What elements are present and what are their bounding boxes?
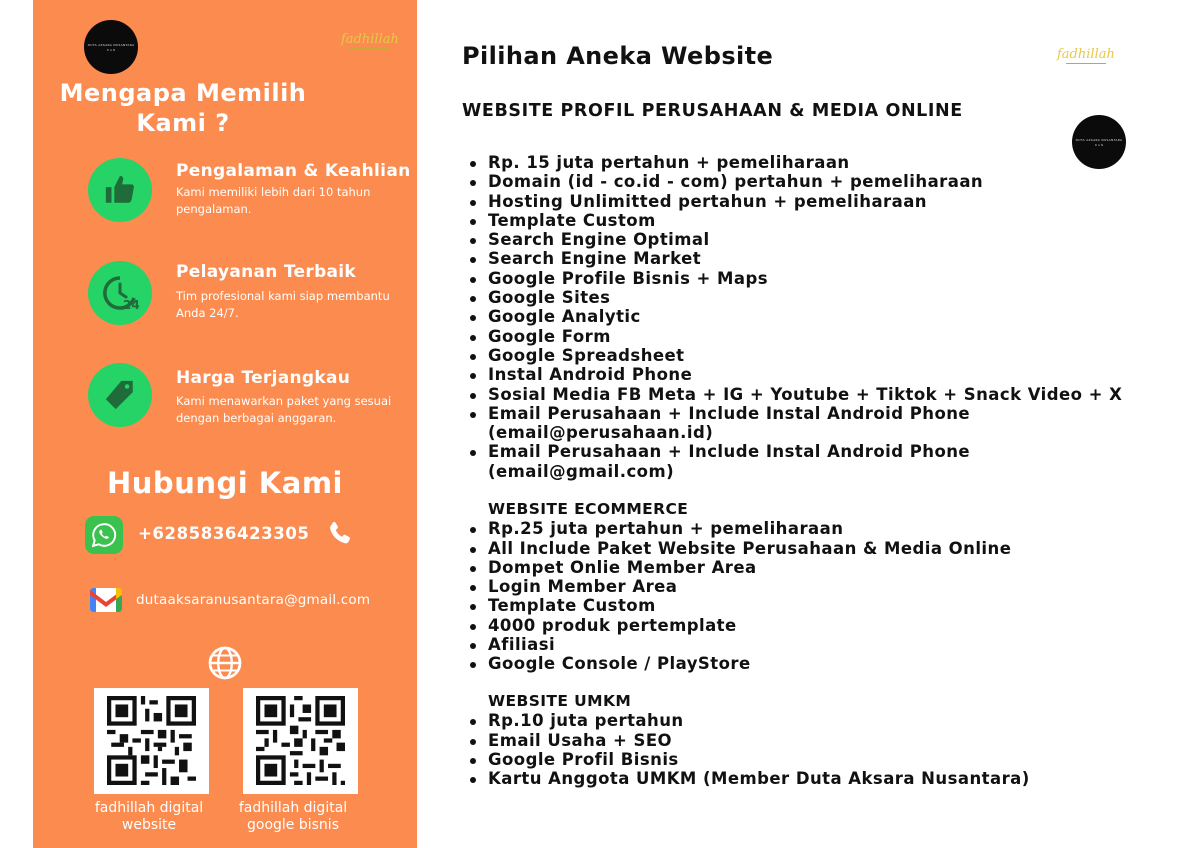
signature-logo-right: fadhillah	[1057, 47, 1115, 62]
phone-number[interactable]: +6285836423305	[138, 524, 310, 543]
contact-heading: Hubungi Kami	[107, 466, 343, 500]
price-tag-icon	[88, 363, 152, 427]
feature-desc-price: Kami menawarkan paket yang sesuai dengan berbagai anggaran.	[176, 394, 392, 425]
why-choose-us-heading: Mengapa Memilih Kami ?	[59, 79, 307, 137]
list-item: Sosial Media FB Meta + IG + Youtube + Tiktok + Snack Video + X	[467, 385, 1122, 404]
signature-logo: fadhillah	[341, 32, 399, 47]
logo-text-initials: D A N	[1094, 142, 1104, 147]
svg-text:24: 24	[123, 298, 140, 312]
list-item: Domain (id - co.id - com) pertahun + pemeliharaan	[467, 172, 1122, 191]
list-item: Google Form	[467, 327, 1122, 346]
list-item: Login Member Area	[467, 577, 1011, 596]
list-item: Google Analytic	[467, 307, 1122, 326]
list-item: Template Custom	[467, 596, 1011, 615]
list-item: Search Engine Market	[467, 249, 1122, 268]
page-title: Pilihan Aneka Website	[462, 42, 774, 70]
phone-icon	[325, 519, 355, 549]
company-logo	[84, 20, 138, 74]
list-item: Rp. 15 juta pertahun + pemeliharaan	[467, 153, 1122, 172]
list-item: Google Spreadsheet	[467, 346, 1122, 365]
clock-24-icon	[88, 261, 152, 325]
list-item: Email Perusahaan + Include Instal Android Phone (email@perusahaan.id)	[467, 404, 1122, 443]
whatsapp-icon[interactable]	[85, 516, 123, 554]
qr-code-pattern	[107, 696, 196, 785]
feature-desc-service: Tim profesional kami siap membantu Anda 24/7.	[176, 289, 390, 320]
list-item: Template Custom	[467, 211, 1122, 230]
list-item: Dompet Onlie Member Area	[467, 558, 1011, 577]
feature-title-service: Pelayanan Terbaik	[176, 262, 357, 282]
left-panel	[33, 0, 417, 848]
section-title-ecommerce: WEBSITE ECOMMERCE	[488, 500, 689, 518]
list-item: Email Usaha + SEO	[467, 731, 1030, 750]
email-address[interactable]: dutaaksaranusantara@gmail.com	[136, 592, 371, 608]
ecommerce-package-list	[467, 500, 1011, 674]
list-item: Rp.10 juta pertahun	[467, 711, 1030, 730]
section-title-profile: WEBSITE PROFIL PERUSAHAAN & MEDIA ONLINE	[462, 101, 963, 121]
logo-text-initials: D A N	[106, 47, 116, 52]
globe-icon	[207, 645, 243, 681]
gmail-icon	[90, 588, 122, 612]
list-item: Instal Android Phone	[467, 365, 1122, 384]
thumbs-up-icon	[88, 158, 152, 222]
feature-title-price: Harga Terjangkau	[176, 368, 351, 388]
list-item: Google Profil Bisnis	[467, 750, 1030, 769]
qr-caption-website: fadhillah digital website	[94, 800, 204, 833]
logo-text-name: DUTA AKSARA NUSANTARA	[1075, 137, 1123, 142]
qr-caption-google-bisnis: fadhillah digital google bisnis	[238, 800, 348, 833]
list-item: Google Profile Bisnis + Maps	[467, 269, 1122, 288]
list-item: Google Console / PlayStore	[467, 654, 1011, 673]
logo-text-name: DUTA AKSARA NUSANTARA	[87, 42, 135, 47]
qr-code-google-bisnis[interactable]	[243, 688, 358, 794]
list-item: Email Perusahaan + Include Instal Android Phone (email@gmail.com)	[467, 442, 1122, 481]
profile-package-list	[467, 153, 1122, 481]
qr-code-pattern	[256, 696, 345, 785]
feature-title-experience: Pengalaman & Keahlian	[176, 161, 411, 181]
feature-desc-experience: Kami memiliki lebih dari 10 tahun pengalaman.	[176, 185, 371, 216]
list-item: Search Engine Optimal	[467, 230, 1122, 249]
qr-code-website[interactable]	[94, 688, 209, 794]
list-item: All Include Paket Website Perusahaan & Media Online	[467, 539, 1011, 558]
list-item: Hosting Unlimitted pertahun + pemeliharaan	[467, 192, 1122, 211]
section-title-umkm: WEBSITE UMKM	[488, 692, 632, 710]
list-item: 4000 produk pertemplate	[467, 616, 1011, 635]
umkm-package-list	[467, 692, 1030, 788]
list-item: Google Sites	[467, 288, 1122, 307]
list-item: Rp.25 juta pertahun + pemeliharaan	[467, 519, 1011, 538]
list-item: Kartu Anggota UMKM (Member Duta Aksara Nusantara)	[467, 769, 1030, 788]
list-item: Afiliasi	[467, 635, 1011, 654]
